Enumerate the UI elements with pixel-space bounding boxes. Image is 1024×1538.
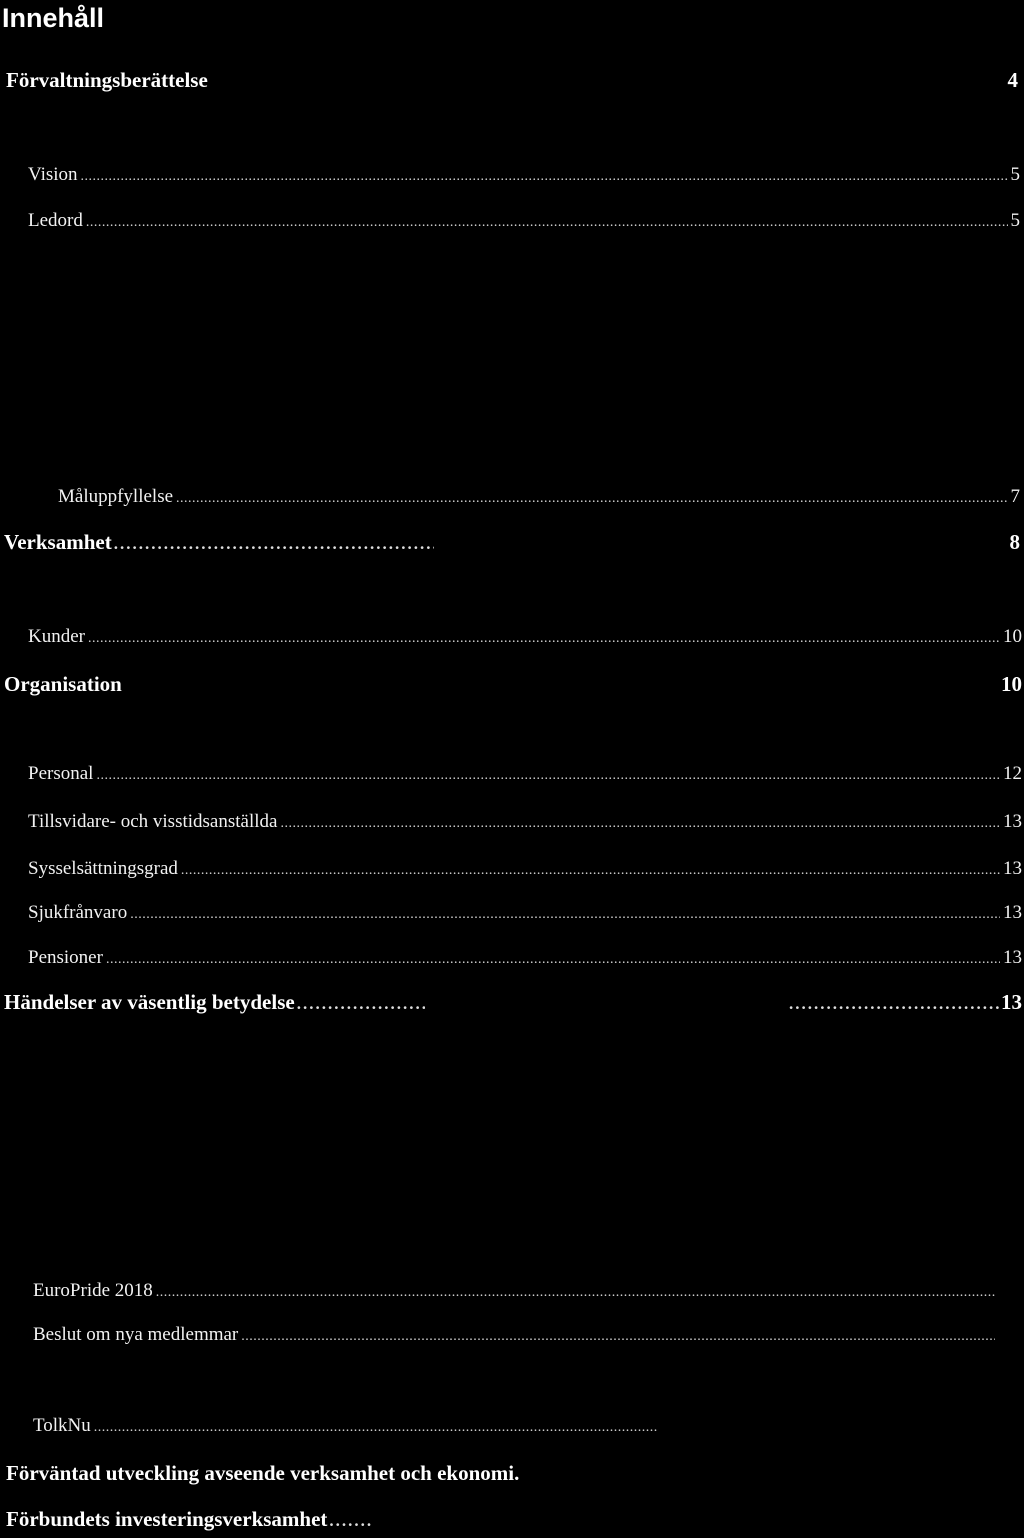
dot-leader <box>329 1507 373 1532</box>
dot-leader <box>789 990 999 1015</box>
toc-entry-organisation[interactable] <box>4 672 1022 700</box>
toc-entry-label: Sjukfrånvaro <box>28 902 128 923</box>
toc-entry-label: Verksamhet <box>4 530 112 554</box>
dot-leader <box>176 486 1007 508</box>
toc-entry-kunder[interactable] <box>28 626 1022 652</box>
toc-entry-label: Vision <box>28 164 78 185</box>
toc-entry-label: Förväntad utveckling avseende verksamhet och ekonomi. <box>6 1461 520 1485</box>
page-title: Innehåll <box>2 3 105 33</box>
dot-leader <box>297 990 425 1015</box>
toc-entry-tillsvidare[interactable] <box>28 811 1022 837</box>
toc-entry-personal[interactable] <box>28 763 1022 789</box>
toc-entry-label: EuroPride 2018 <box>33 1280 153 1301</box>
toc-entry-vision[interactable] <box>28 164 1020 190</box>
toc-entry-label: Ledord <box>28 210 83 231</box>
toc-entry-page: 5 <box>1010 210 1020 231</box>
toc-entry-page: 12 <box>1003 763 1022 784</box>
toc-entry-label: Pensioner <box>28 947 103 968</box>
dot-leader <box>81 164 1008 186</box>
toc-entry-label: TolkNu <box>33 1415 91 1436</box>
toc-entry-beslut[interactable] <box>33 1324 998 1350</box>
toc-entry-europride[interactable] <box>33 1280 998 1306</box>
toc-entry-forvaltningsberattelse[interactable] <box>6 68 1018 96</box>
toc-entry-label: Personal <box>28 763 94 784</box>
toc-entry-page: 8 <box>1009 530 1020 554</box>
toc-entry-label: Sysselsättningsgrad <box>28 858 178 879</box>
toc-entry-maluppfyllelse[interactable] <box>58 486 1020 512</box>
toc-entry-label: Förbundets investeringsverksamhet <box>6 1507 328 1531</box>
toc-entry-handelser[interactable] <box>4 990 1022 1018</box>
toc-entry-page: 13 <box>1003 858 1022 879</box>
dot-leader <box>94 1415 658 1437</box>
toc-entry-page: 4 <box>1007 68 1018 92</box>
toc-entry-page: 13 <box>1003 947 1022 968</box>
dot-leader <box>96 763 1000 785</box>
toc-entry-page: 13 <box>1003 811 1022 832</box>
toc-entry-label: Organisation <box>4 672 122 696</box>
dot-leader <box>156 1280 995 1302</box>
toc-entry-investeringsverksamhet[interactable] <box>6 1507 1016 1535</box>
toc-entry-forvantad-utveckling[interactable] <box>6 1461 1016 1489</box>
dot-leader <box>181 858 1000 880</box>
toc-entry-label: Tillsvidare- och visstidsanställda <box>28 811 278 832</box>
toc-entry-tolknu[interactable] <box>33 1415 661 1441</box>
toc-entry-label: Förvaltningsberättelse <box>6 68 208 92</box>
toc-entry-page: 10 <box>1001 672 1022 696</box>
dot-leader <box>106 947 1000 969</box>
toc-entry-verksamhet[interactable] <box>4 530 1020 558</box>
toc-entry-page: 5 <box>1010 164 1020 185</box>
dot-leader <box>86 210 1008 232</box>
dot-leader <box>241 1324 995 1346</box>
dot-leader <box>88 626 1000 648</box>
dot-leader <box>130 902 1000 924</box>
toc-entry-page: 10 <box>1003 626 1022 647</box>
toc-entry-page: 7 <box>1010 486 1020 507</box>
dot-leader <box>280 811 1000 833</box>
toc-entry-pensioner[interactable] <box>28 947 1022 973</box>
toc-entry-label: Beslut om nya medlemmar <box>33 1324 239 1345</box>
dot-leader <box>114 530 434 555</box>
toc-entry-label: Händelser av väsentlig betydelse <box>4 990 295 1014</box>
toc-entry-label: Måluppfyllelse <box>58 486 174 507</box>
toc-entry-page: 13 <box>1003 902 1022 923</box>
toc-entry-sysselsattningsgrad[interactable] <box>28 858 1022 884</box>
toc-entry-label: Kunder <box>28 626 85 647</box>
toc-entry-sjukfranvaro[interactable] <box>28 902 1022 928</box>
toc-entry-page: 13 <box>1001 990 1022 1014</box>
toc-entry-ledord[interactable] <box>28 210 1020 236</box>
